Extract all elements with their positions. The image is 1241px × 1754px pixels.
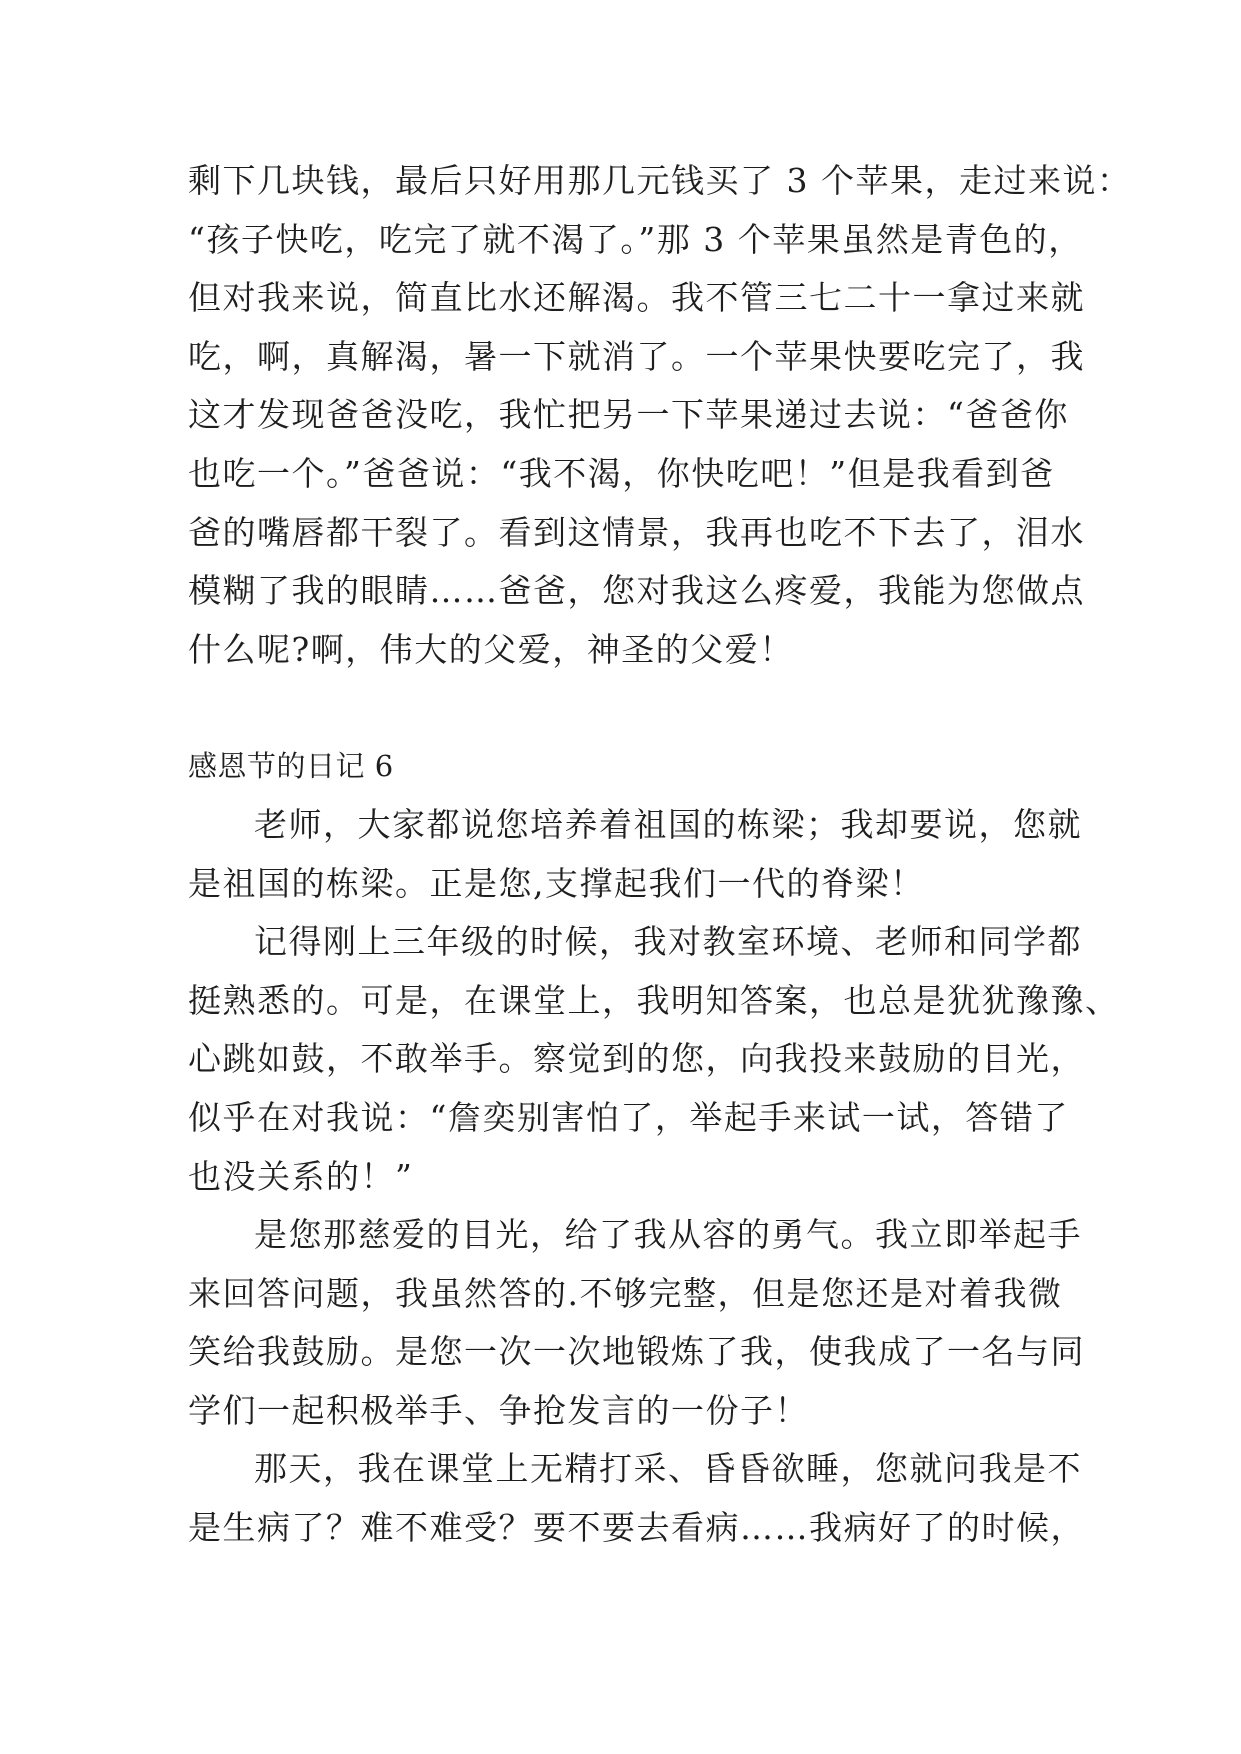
text-line: 是祖国的栋梁。正是您,支撑起我们一代的脊梁！ <box>188 863 925 903</box>
text-line: 也吃一个。”爸爸说：“我不渴，你快吃吧！”但是我看到爸 <box>188 453 1055 493</box>
text-line: 是您那慈爱的目光，给了我从容的勇气。我立即举起手 <box>254 1215 1082 1255</box>
text-line: 但对我来说，简直比水还解渴。我不管三七二十一拿过来就 <box>188 278 1085 318</box>
text-line: 这才发现爸爸没吃，我忙把另一下苹果递过去说：“爸爸你 <box>188 395 1069 435</box>
text-line: 挺熟悉的。可是，在课堂上，我明知答案，也总是犹犹豫豫、 <box>188 980 1120 1020</box>
text-line: 来回答问题，我虽然答的.不够完整，但是您还是对着我微 <box>188 1273 1063 1313</box>
text-line: 吃，啊，真解渴，暑一下就消了。一个苹果快要吃完了，我 <box>188 336 1085 376</box>
text-line: 爸的嘴唇都干裂了。看到这情景，我再也吃不下去了，泪水 <box>188 512 1085 552</box>
text-line: “孩子快吃，吃完了就不渴了。”那 3 个苹果虽然是青色的， <box>188 219 1083 259</box>
text-line: 笑给我鼓励。是您一次一次地锻炼了我，使我成了一名与同 <box>188 1332 1085 1372</box>
text-line: 模糊了我的眼睛……爸爸，您对我这么疼爱，我能为您做点 <box>188 571 1085 611</box>
paragraph-4 <box>188 1440 1085 1557</box>
text-line: 心跳如鼓，不敢举手。察觉到的您，向我投来鼓励的目光， <box>188 1039 1085 1079</box>
text-line: 学们一起积极举手、争抢发言的一份子！ <box>188 1390 809 1430</box>
paragraph-1 <box>188 796 1082 913</box>
paragraph-3 <box>188 1206 1085 1440</box>
text-line: 似乎在对我说：“詹奕别害怕了，举起手来试一试，答错了 <box>188 1097 1069 1137</box>
text-line: 老师，大家都说您培养着祖国的栋梁；我却要说，您就 <box>254 804 1082 844</box>
section-spacer <box>188 679 1068 737</box>
text-line: 记得刚上三年级的时候，我对教室环境、老师和同学都 <box>254 922 1082 962</box>
text-line: 剩下几块钱，最后只好用那几元钱买了 3 个苹果，走过来说： <box>188 161 1132 200</box>
document-body <box>188 152 1132 1558</box>
story-continuation <box>188 152 1132 679</box>
paragraph-2 <box>188 913 1120 1206</box>
text-line: 也没关系的！” <box>188 1156 414 1196</box>
text-line: 什么呢?啊，伟大的父爱，神圣的父爱！ <box>188 629 794 669</box>
text-line: 是生病了？难不难受？要不要去看病……我病好了的时候， <box>188 1508 1085 1548</box>
text-line: 那天，我在课堂上无精打采、昏昏欲睡，您就问我是不 <box>254 1449 1082 1489</box>
section-heading: 感恩节的日记 6 <box>188 749 394 784</box>
